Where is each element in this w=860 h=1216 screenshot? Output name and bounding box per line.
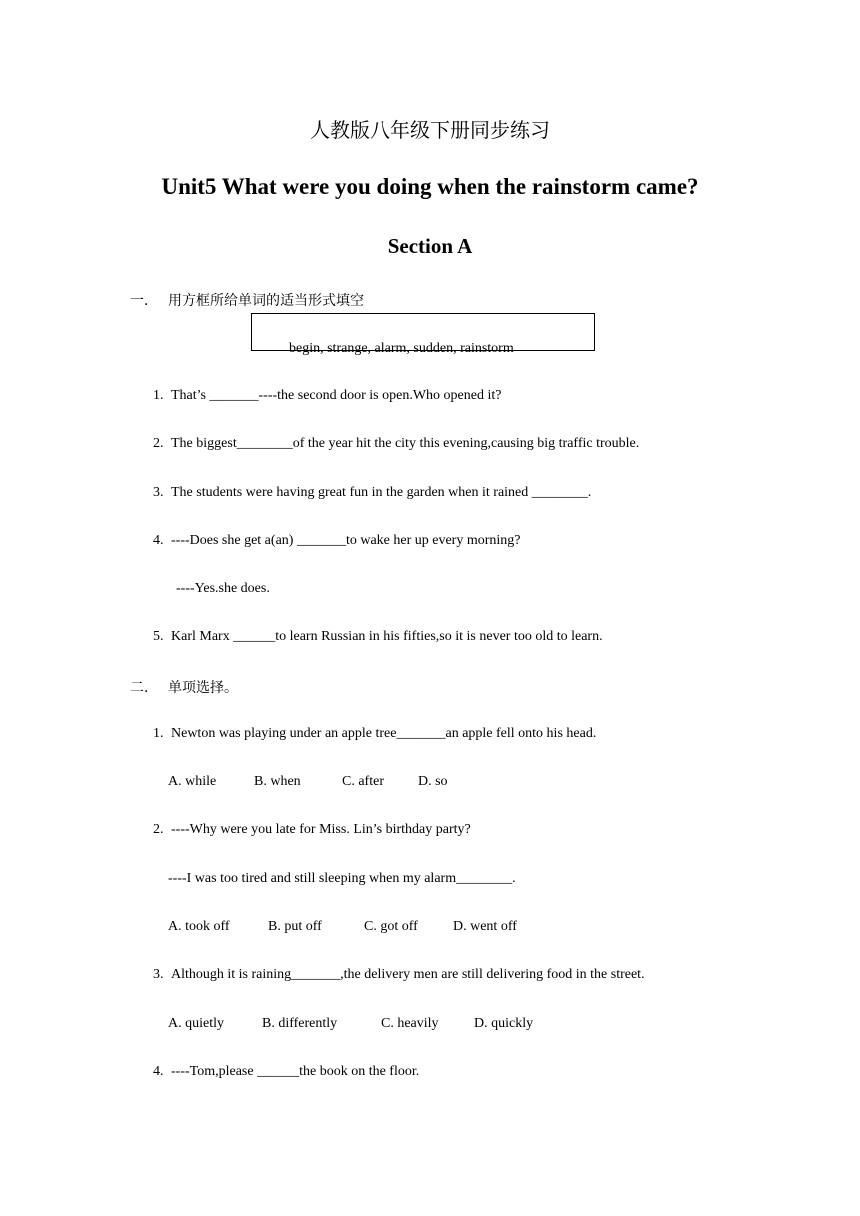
- option-c: C. heavily: [381, 1016, 439, 1031]
- question-text: Karl Marx ______to learn Russian in his fifties,so it is never too old to learn.: [171, 629, 603, 644]
- part1-question-4: [153, 533, 521, 549]
- question-text: The students were having great fun in the garden when it rained ________.: [171, 485, 592, 500]
- question-number: 3.: [153, 967, 164, 982]
- option-b: B. when: [254, 774, 301, 789]
- question-text: ----Tom,please ______the book on the floor.: [171, 1064, 420, 1079]
- question-text: ----Why were you late for Miss. Lin’s birthday party?: [171, 822, 471, 837]
- question-number: 5.: [153, 629, 164, 644]
- question-number: 2.: [153, 822, 164, 837]
- option-a: A. took off: [168, 919, 230, 934]
- option-a: A. quietly: [168, 1016, 224, 1031]
- option-d: D. quickly: [474, 1016, 534, 1031]
- part2-heading-text: 单项选择。: [168, 680, 238, 696]
- section-title: Section A: [387, 234, 473, 258]
- question-text: That’s _______----the second door is open.Who opened it?: [171, 388, 502, 403]
- part2-heading: [130, 677, 238, 697]
- question-number: 4.: [153, 533, 164, 548]
- part2-number: 二．: [130, 680, 158, 696]
- part1-question-5: [153, 629, 603, 645]
- part2-question-3: [153, 967, 645, 983]
- unit-title: Unit5 What were you doing when the rainstorm came?: [161, 174, 699, 199]
- question-text: ----Does she get a(an) _______to wake her up every morning?: [171, 533, 521, 548]
- part1-question-3: [153, 485, 591, 501]
- part1-question-1: [153, 388, 501, 404]
- part1-question-2: [153, 436, 639, 452]
- part2-question-1: [153, 726, 596, 742]
- part1-heading: [130, 290, 364, 310]
- question-text: Although it is raining_______,the delivery men are still delivering food in the street.: [171, 967, 645, 982]
- part1-heading-text: 用方框所给单词的适当形式填空: [168, 293, 364, 309]
- part1-number: 一．: [130, 293, 158, 309]
- part1-question-4-answer: ----Yes.she does.: [176, 581, 270, 596]
- option-b: B. put off: [268, 919, 322, 934]
- question-number: 4.: [153, 1064, 164, 1079]
- part2-question-4: [153, 1064, 419, 1080]
- question-text: The biggest________of the year hit the city this evening,causing big traffic trouble.: [171, 436, 640, 451]
- option-b: B. differently: [262, 1016, 338, 1031]
- option-c: C. after: [342, 774, 384, 789]
- option-d: D. so: [418, 774, 448, 789]
- word-box-words: begin, strange, alarm, sudden, rainstorm: [289, 341, 514, 356]
- part2-question-2-line2: ----I was too tired and still sleeping when my alarm________.: [168, 871, 516, 886]
- question-text: Newton was playing under an apple tree_______an apple fell onto his head.: [171, 726, 597, 741]
- question-number: 1.: [153, 726, 164, 741]
- question-number: 1.: [153, 388, 164, 403]
- option-a: A. while: [168, 774, 217, 789]
- question-number: 2.: [153, 436, 164, 451]
- option-d: D. went off: [453, 919, 517, 934]
- page-title-chinese: 人教版八年级下册同步练习: [310, 118, 550, 142]
- part2-question-2: [153, 822, 471, 838]
- option-c: C. got off: [364, 919, 418, 934]
- question-number: 3.: [153, 485, 164, 500]
